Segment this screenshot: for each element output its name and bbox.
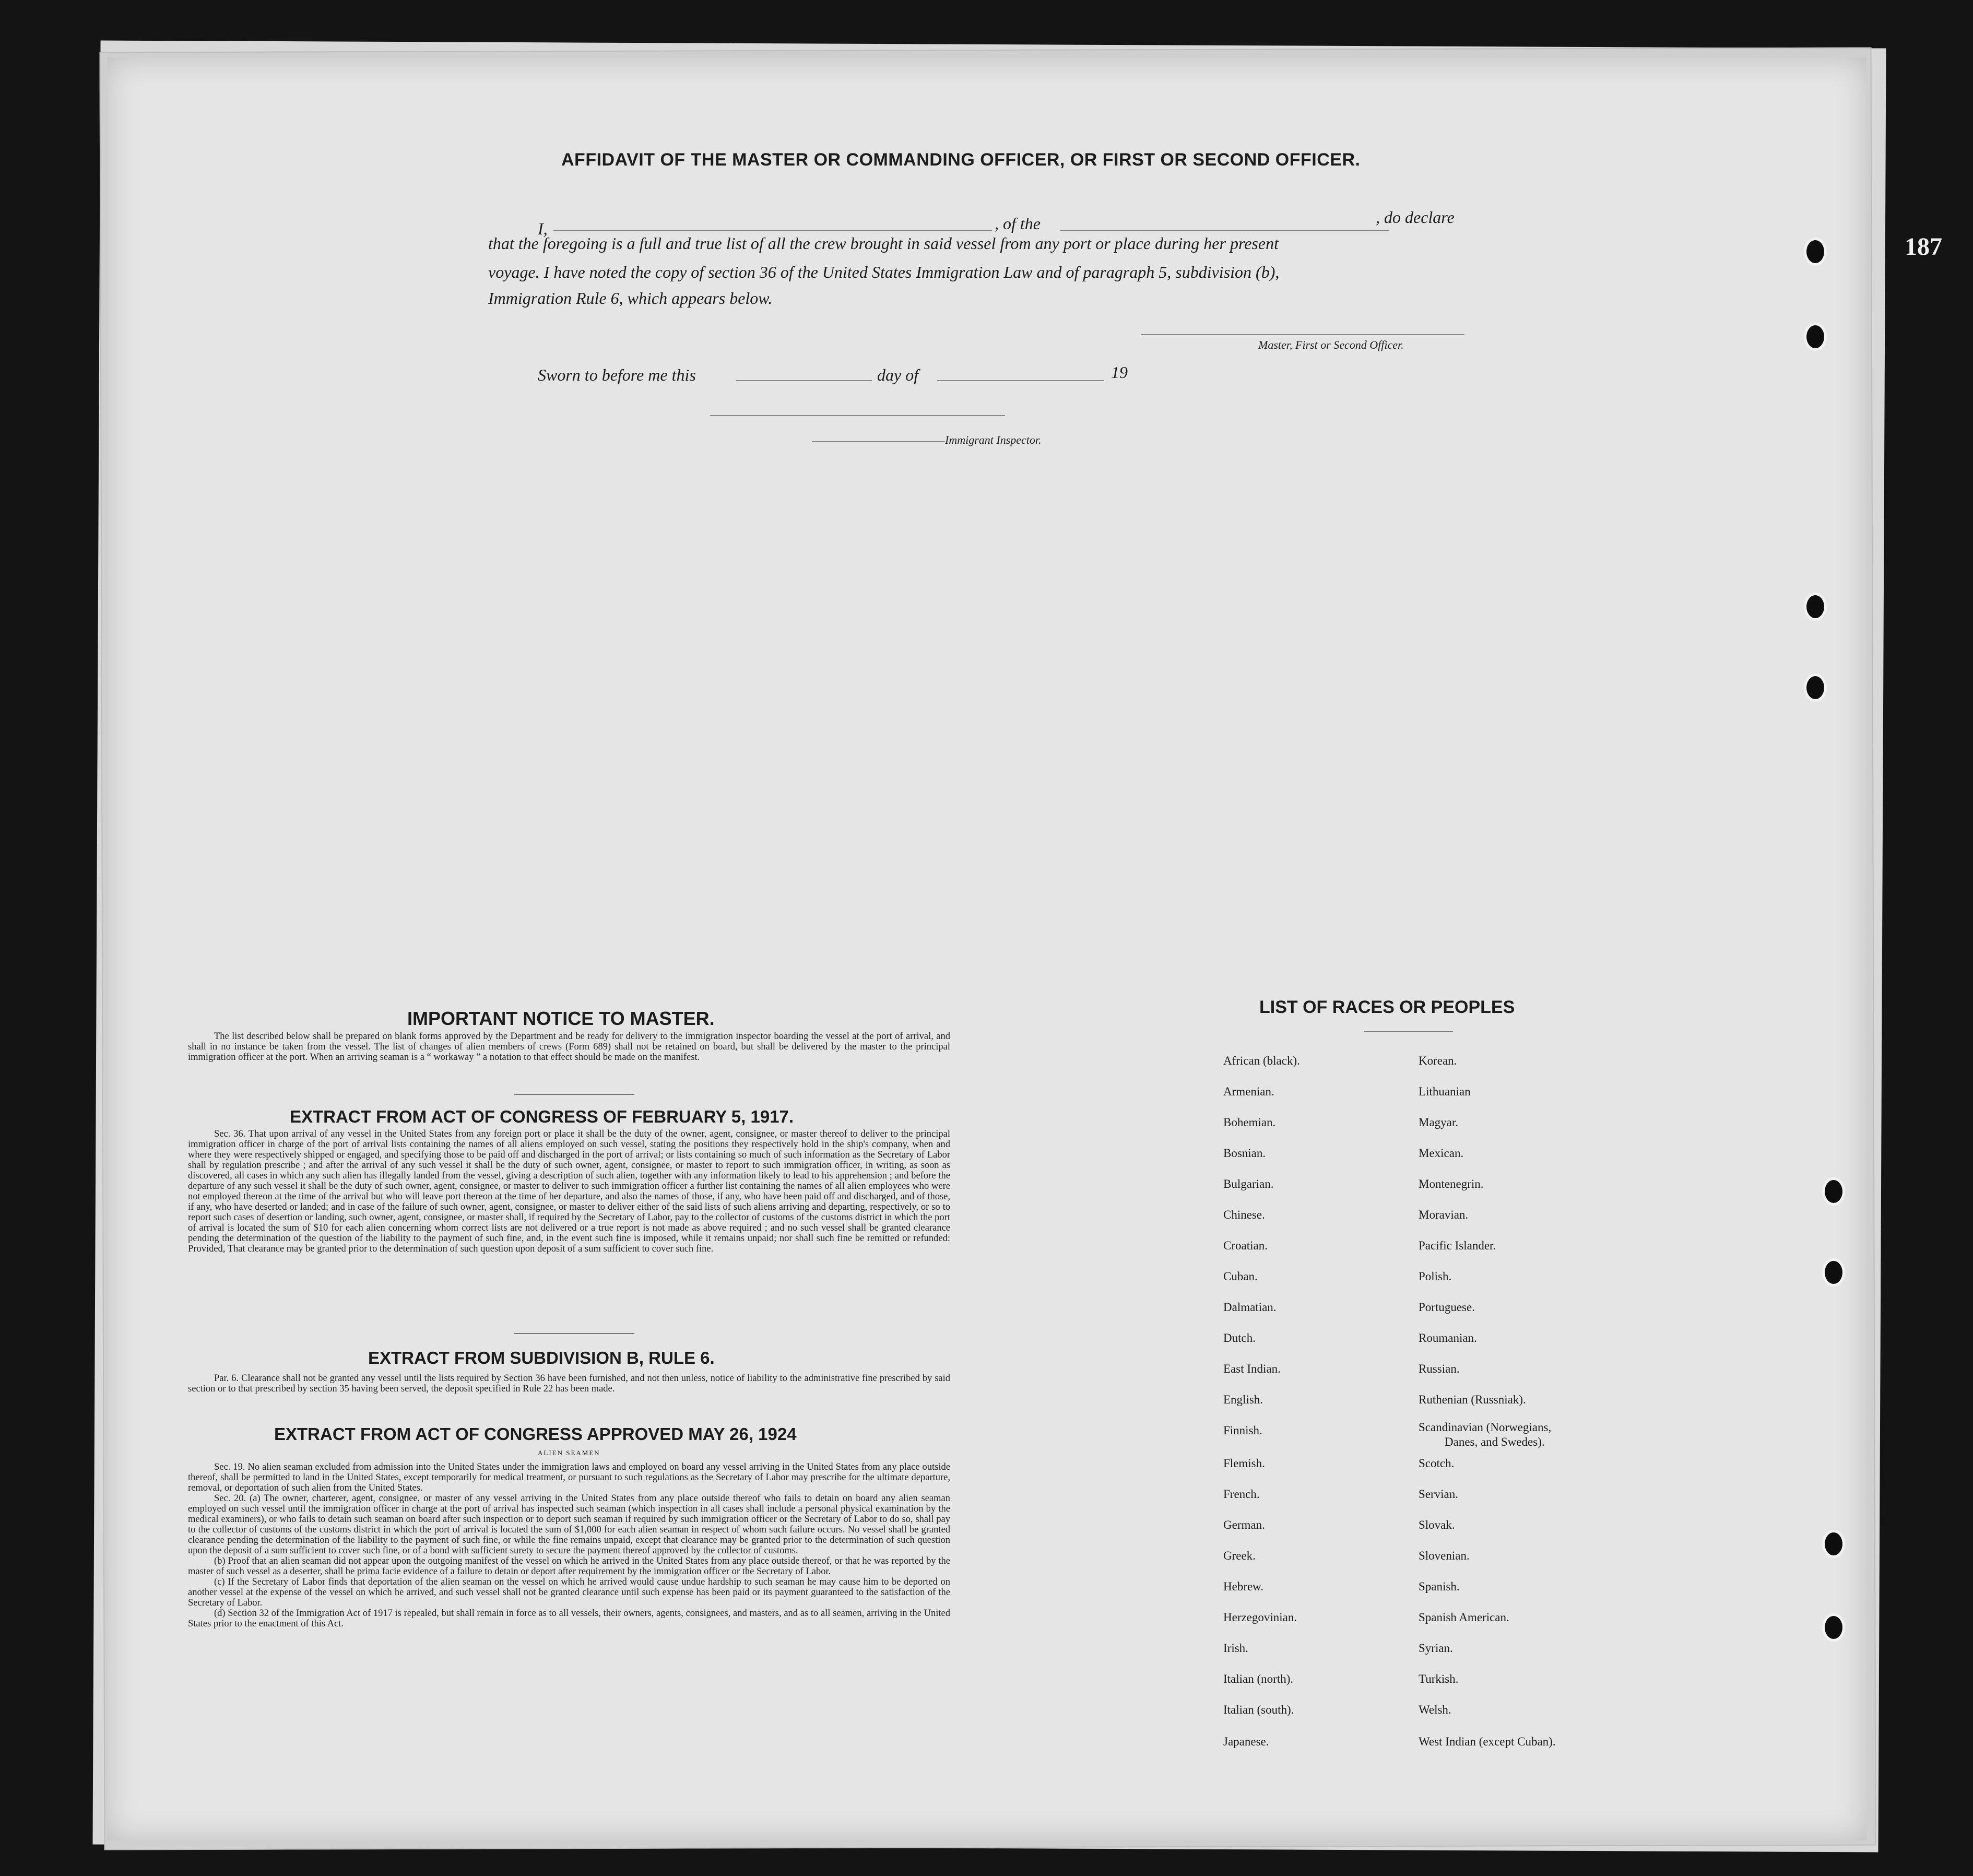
races-title: LIST OF RACES OR PEOPLES — [1259, 997, 1515, 1017]
of-the-label: , of the — [995, 214, 1041, 233]
race-right-item: West Indian (except Cuban). — [1419, 1735, 1556, 1748]
extract-1924-paragraph: (c) If the Secretary of Labor finds that deportation of the alien seaman on the vessel on which he arrived would cause undue hardship to such seaman he may cause him to be deported on another vessel at the expense of the vessel on which he arrived, and such vessel shall not be granted clearance until such expense has been paid or its payment guaranteed to the satisfaction of the Secretary of Labor. — [188, 1577, 950, 1608]
extract-1924-paragraph: (d) Section 32 of the Immigration Act of 1917 is repealed, but shall remain in force as to all vessels, their owners, agents, consignees, and masters, and as to all seamen, arriving in the United States prior to the enactment of this Act. — [188, 1608, 950, 1629]
race-right-item: Lithuanian — [1419, 1085, 1471, 1098]
race-left-item: Chinese. — [1223, 1208, 1265, 1221]
race-right-item: Magyar. — [1419, 1116, 1459, 1129]
race-left-item: Italian (north). — [1223, 1672, 1294, 1685]
race-right-item: Slovenian. — [1419, 1549, 1470, 1562]
extract-1924-subtitle: ALIEN SEAMEN — [538, 1449, 600, 1457]
race-left-item: Bulgarian. — [1223, 1177, 1274, 1190]
extract-1917-text — [188, 1129, 950, 1254]
race-left-item: Bosnian. — [1223, 1147, 1266, 1160]
divider — [514, 1094, 634, 1095]
signature-blank[interactable] — [1141, 334, 1464, 335]
notice-title: IMPORTANT NOTICE TO MASTER. — [407, 1008, 715, 1029]
race-right-item: Welsh. — [1419, 1703, 1451, 1716]
race-left-item: Japanese. — [1223, 1735, 1269, 1748]
race-left-item: African (black). — [1223, 1054, 1300, 1067]
divider — [514, 1333, 634, 1334]
affidavit-line-3: Immigration Rule 6, which appears below. — [488, 289, 773, 308]
race-right-item: Spanish American. — [1419, 1611, 1509, 1624]
race-left-item: Hebrew. — [1223, 1580, 1264, 1593]
inspector-caption: Immigrant Inspector. — [945, 433, 1042, 446]
extract-1924-paragraph: Sec. 19. No alien seaman excluded from admission into the United States under the immigration laws and employed on board any vessel arriving in the United States from any place outside thereof, shall be permitted to land in the United States, except temporarily for medical treatment, or pursuant to such regulations as the Secretary of Labor may prescribe for the ultimate departure, removal, or deportation of such alien from the United States. — [188, 1462, 950, 1493]
extract-1924-title: EXTRACT FROM ACT OF CONGRESS APPROVED MAY 26, 1924 — [274, 1424, 797, 1444]
affidavit-title: AFFIDAVIT OF THE MASTER OR COMMANDING OFFICER, OR FIRST OR SECOND OFFICER. — [561, 150, 1361, 170]
frame-number: 187 — [1905, 233, 1942, 261]
race-right-item: Slovak. — [1419, 1518, 1455, 1531]
extract-1917-title: EXTRACT FROM ACT OF CONGRESS OF FEBRUARY 5, 1917. — [290, 1107, 794, 1126]
race-left-item: Greek. — [1223, 1549, 1256, 1562]
inspector-signature-blank[interactable] — [710, 415, 1005, 416]
extract-1924-paragraph: Sec. 20. (a) The owner, charterer, agent, consignee, or master of any vessel arriving in the United States from any place outside thereof who fails to detain on board any alien seaman employed on such vessel until the immigration officer in charge at the port of arrival has inspected such seaman (which inspection in all cases shall include a personal physical examination by the medical examiners), or who fails to detain such seaman on board after such inspection or to deport such seaman if required by such immigration officer or the Secretary of Labor to do so, shall pay to the collector of customs of the customs district in which the port of arrival is located the sum of $1,000 for each alien seaman in respect of whom such failure occurs. No vessel shall be granted clearance pending the determination of the liability to the payment of such fine, or while the fine remains unpaid, except that clearance may be granted prior to the determination of such question upon the deposit of a sum sufficient to cover such fine, or of a bond with sufficient surety to secure the payment thereof approved by the collector of customs. — [188, 1493, 950, 1556]
name-blank[interactable] — [553, 230, 992, 231]
race-left-item: Croatian. — [1223, 1239, 1268, 1252]
year-prefix: 19 — [1111, 363, 1128, 382]
race-left-item: French. — [1223, 1488, 1260, 1501]
extract-rule6-title: EXTRACT FROM SUBDIVISION B, RULE 6. — [368, 1348, 715, 1367]
race-right-item: Roumanian. — [1419, 1331, 1477, 1344]
race-left-item: Bohemian. — [1223, 1116, 1276, 1129]
race-right-item: Ruthenian (Russniak). — [1419, 1393, 1526, 1406]
inspector-blank[interactable] — [812, 441, 945, 442]
punch-hole — [1822, 1613, 1845, 1642]
punch-hole — [1804, 593, 1827, 621]
day-blank[interactable] — [736, 380, 872, 381]
race-left-item: Herzegovinian. — [1223, 1611, 1297, 1624]
affidavit-line-2: voyage. I have noted the copy of section 36 of the United States Immigration Law and of paragraph 5, subdivision (b), — [488, 263, 1280, 281]
race-right-item: Montenegrin. — [1419, 1177, 1484, 1190]
race-left-item: Finnish. — [1223, 1424, 1262, 1437]
race-left-item: East Indian. — [1223, 1362, 1281, 1375]
affidavit-line-1: that the foregoing is a full and true list of all the crew brought in said vessel from any port or place during her present — [488, 234, 1279, 253]
month-blank[interactable] — [937, 380, 1104, 381]
sworn-label: Sworn to before me this — [538, 365, 696, 384]
extract-1924-paragraph: (b) Proof that an alien seaman did not appear upon the outgoing manifest of the vessel on which he arrived in the United States from any place outside thereof, or that he was reported by the master of such vessel as a deserter, shall be prima facie evidence of a failure to detain or deport after requirement by the immigration officer or the Secretary of Labor. — [188, 1556, 950, 1577]
race-right-item: Spanish. — [1419, 1580, 1460, 1593]
race-left-item: Dutch. — [1223, 1331, 1256, 1344]
race-right-continuation: Danes, and Swedes). — [1445, 1435, 1545, 1448]
race-right-item: Servian. — [1419, 1488, 1459, 1501]
signer-caption: Master, First or Second Officer. — [1258, 338, 1404, 351]
punch-hole — [1804, 674, 1827, 702]
race-right-item: Syrian. — [1419, 1642, 1453, 1655]
divider — [1364, 1031, 1453, 1032]
extract-rule6-text — [188, 1373, 950, 1394]
do-declare-label: , do declare — [1376, 208, 1455, 227]
punch-hole — [1822, 1530, 1845, 1558]
race-right-item: Scotch. — [1419, 1457, 1455, 1470]
punch-hole — [1822, 1258, 1845, 1287]
extract-1924-text — [188, 1462, 950, 1629]
race-right-item: Portuguese. — [1419, 1301, 1475, 1314]
race-left-item: German. — [1223, 1518, 1265, 1531]
race-left-item: Armenian. — [1223, 1085, 1274, 1098]
extract-rule6-paragraph: Par. 6. Clearance shall not be granted any vessel until the lists required by Section 36 have been furnished, and not then unless, notice of liability to the administrative fine prescribed by said section or to that prescribed by section 35 having been served, the deposit specified in Rule 22 has been made. — [188, 1373, 950, 1394]
race-left-item: Dalmatian. — [1223, 1301, 1277, 1314]
race-left-item: Cuban. — [1223, 1270, 1258, 1283]
race-right-item: Turkish. — [1419, 1672, 1459, 1685]
race-right-item: Korean. — [1419, 1054, 1457, 1067]
race-left-item: Italian (south). — [1223, 1703, 1294, 1716]
race-right-item: Scandinavian (Norwegians, — [1419, 1421, 1552, 1434]
race-right-item: Polish. — [1419, 1270, 1452, 1283]
race-left-item: Irish. — [1223, 1642, 1248, 1655]
notice-paragraph: The list described below shall be prepared on blank forms approved by the Department and be ready for delivery to the immigration inspector boarding the vessel at the port of arrival, and shall in no instance be taken from the vessel. The list of changes of alien members of crews (Form 689) shall not be retained on board, but shall be delivered by the master to the principal immigration officer at the port. When an arriving seaman is a “ workaway ” a notation to that effect should be made on the manifest. — [188, 1031, 950, 1063]
extract-1917-paragraph: Sec. 36. That upon arrival of any vessel in the United States from any foreign port or place it shall be the duty of the owner, agent, consignee, or master thereof to deliver to the principal immigration officer in charge of the port of arrival lists containing the names of all aliens employed on such vessel, stating the positions they respectively hold in the ship's company, when and where they were respectively shipped or engaged, and specifying those to be paid off and discharged in the port of arrival; or lists containing so much of such information as the Secretary of Labor shall by regulation prescribe ; and after the arrival of any such vessel it shall be the duty of such owner, agent, consignee, or master to report to such immigration officer, in writing, as soon as discovered, all cases in which any such alien has illegally landed from the vessel, giving a description of such alien, together with any information likely to lead to his apprehension ; and before the departure of any such vessel it shall be the duty of such owner, agent, consignee, or master to deliver to such immigration officer a further list containing the names of all alien employees who were not employed thereon at the time of the arrival but who will leave port thereon at the time of her departure, and also the names of those, if any, who have been paid off and discharged, and of those, if any, who have deserted or landed; and in case of the failure of such owner, agent, consignee, or master to deliver either of the said lists of such aliens arriving and departing, respectively, or so to report such cases of desertion or landing, such owner, agent, consignee, or master shall, if required by the Secretary of Labor, pay to the collector of customs of the customs district in which the port of arrival is located the sum of $10 for each alien concerning whom correct lists are not delivered or a true report is not made as above required ; and no such vessel shall be granted clearance pending the determination of the question of the liability to the payment of such fine, and, in the event such fine is imposed, while it remains unpaid; nor shall such fine be remitted or refunded: Provided, That clearance may be granted prior to the determination of such question upon deposit of a sum sufficient to cover such fine. — [188, 1129, 950, 1254]
notice-text — [188, 1031, 950, 1063]
punch-hole — [1804, 323, 1827, 351]
race-right-item: Mexican. — [1419, 1147, 1464, 1160]
punch-hole — [1804, 238, 1827, 266]
vessel-blank[interactable] — [1060, 230, 1389, 231]
race-right-item: Russian. — [1419, 1362, 1460, 1375]
race-left-item: Flemish. — [1223, 1457, 1265, 1470]
punch-hole — [1822, 1177, 1845, 1206]
race-right-item: Moravian. — [1419, 1208, 1469, 1221]
day-of-label: day of — [877, 365, 919, 384]
race-right-item: Pacific Islander. — [1419, 1239, 1496, 1252]
race-left-item: English. — [1223, 1393, 1263, 1406]
affidavit-i-label: I, — [538, 219, 548, 238]
